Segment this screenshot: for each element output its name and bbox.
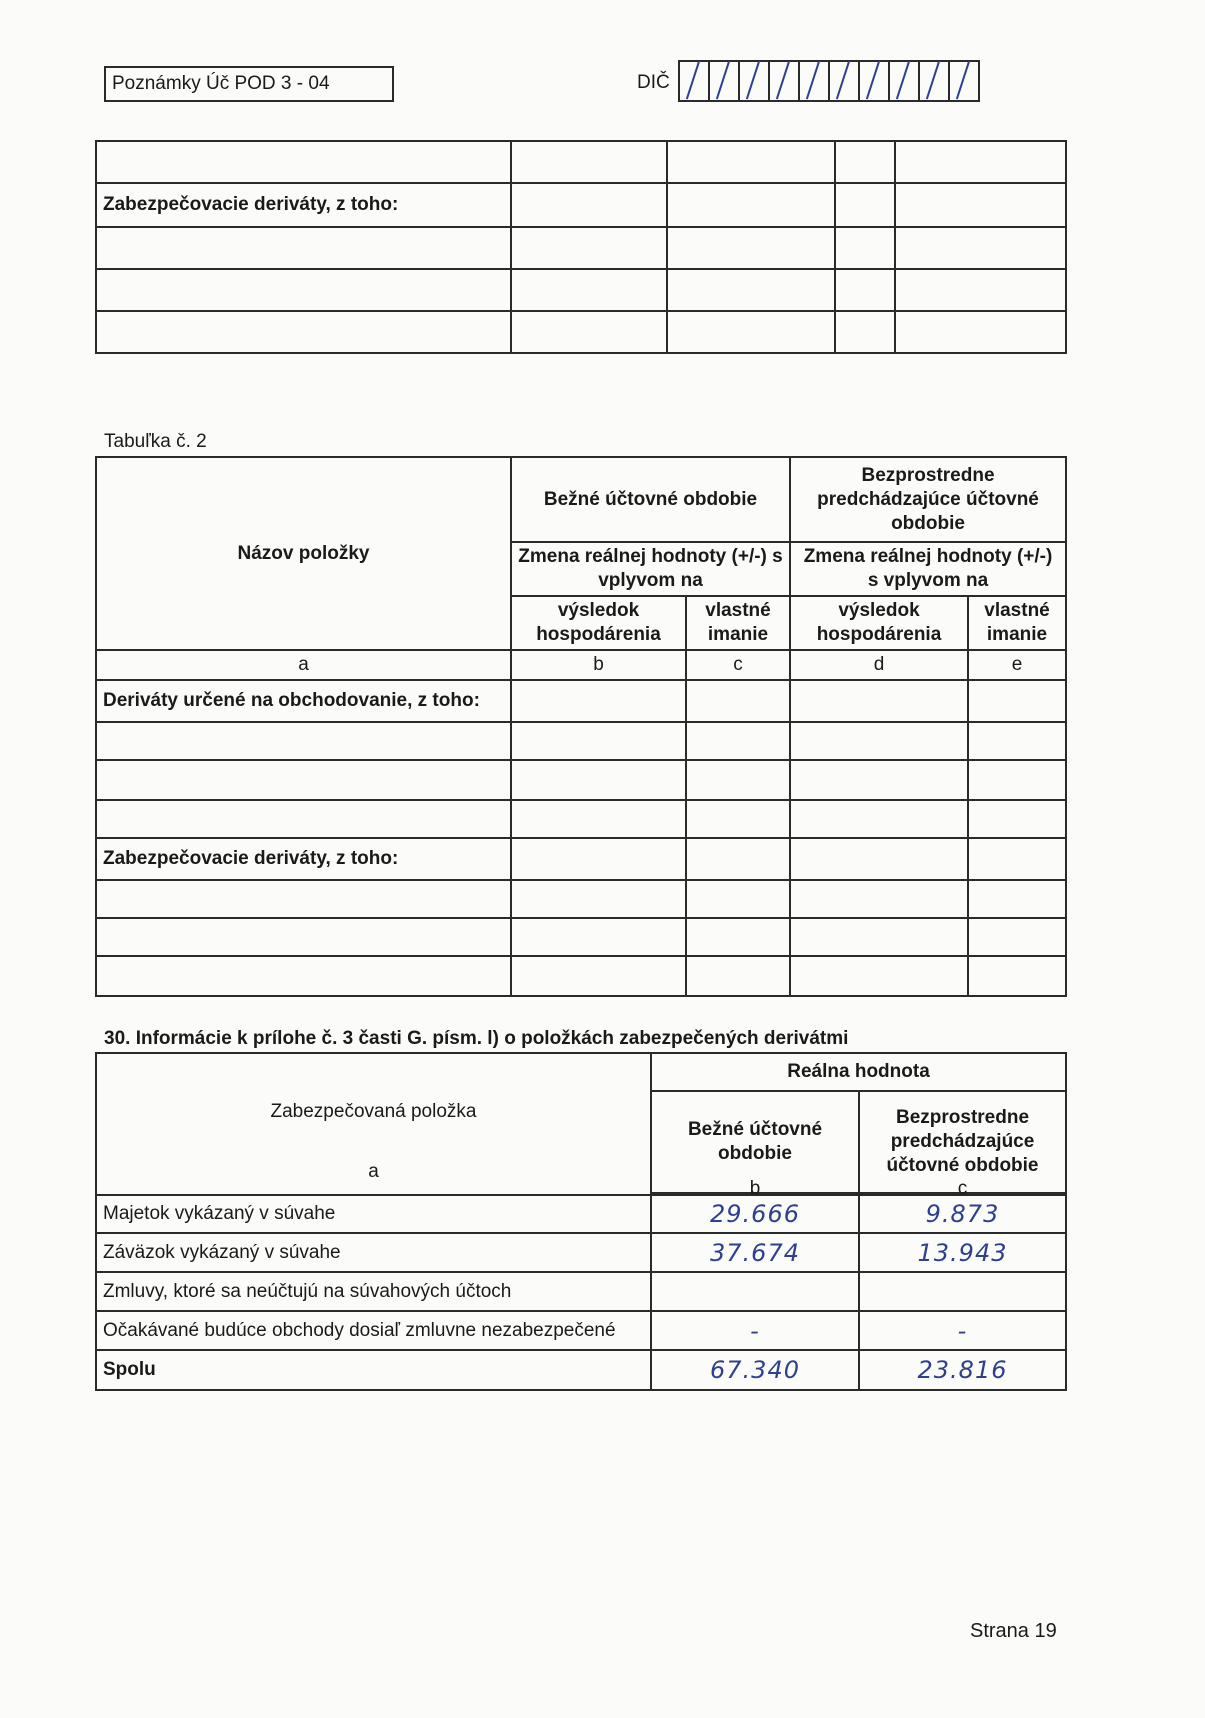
col-letter: b [749,1178,761,1199]
dic-label: DIČ [637,72,670,93]
handwritten-value[interactable] [859,1272,1066,1311]
table-1 [95,140,1067,354]
col-letter: c [686,650,790,680]
table2-vlastne-previous: vlastné imanie [968,596,1066,650]
form-id-box [104,66,394,102]
table-row-label: Očakávané budúce obchody dosiaľ zmluvne nezabezpečené [96,1311,651,1350]
handwritten-value[interactable] [651,1272,859,1311]
table2-change-current: Zmena reálnej hodnoty (+/-) s vplyvom na [511,542,790,596]
table2-row-hedging: Zabezpečovacie deriváty, z toho: [96,838,511,880]
table2-caption: Tabuľka č. 2 [104,431,207,452]
item-header-text: Zabezpečovaná položka [270,1101,477,1122]
dic-digit-box[interactable] [768,60,800,102]
table-3 [95,1052,1067,1391]
handwritten-value[interactable]: 9.873 [859,1195,1066,1233]
handwritten-value[interactable]: 13.943 [859,1233,1066,1272]
page-number: Strana 19 [970,1620,1057,1642]
col-letter: e [968,650,1066,680]
dic-digit-box[interactable] [708,60,740,102]
dic-digit-box[interactable] [798,60,830,102]
col-letter: c [957,1178,968,1199]
table3-item-header [96,1053,651,1195]
dic-digit-box[interactable] [678,60,710,102]
table2-vysledok-current: výsledok hospodárenia [511,596,686,650]
table2-row-trading: Deriváty určené na obchodovanie, z toho: [96,680,511,722]
dic-field[interactable] [680,60,980,100]
table2-change-previous: Zmena reálnej hodnoty (+/-) s vplyvom na [790,542,1066,596]
table2-vysledok-previous: výsledok hospodárenia [790,596,968,650]
dic-digit-box[interactable] [828,60,860,102]
handwritten-total[interactable]: 23.816 [859,1350,1066,1390]
table-row-label: Majetok vykázaný v súvahe [96,1195,651,1233]
col-letter: d [790,650,968,680]
handwritten-value[interactable]: 37.674 [651,1233,859,1272]
handwritten-value[interactable]: - [651,1311,859,1350]
handwritten-value[interactable]: 29.666 [651,1195,859,1233]
handwritten-total[interactable]: 67.340 [651,1350,859,1390]
dic-digit-box[interactable] [948,60,980,102]
col-letter: b [511,650,686,680]
dic-digit-box[interactable] [888,60,920,102]
table2-name-header: Názov položky [96,457,511,650]
dic-digit-box[interactable] [858,60,890,102]
table3-previous-period: Bezprostredne predchádzajúce účtovné obdobie [859,1091,1066,1193]
total-label: Spolu [96,1350,651,1390]
dic-digit-box[interactable] [738,60,770,102]
table3-real-value: Reálna hodnota [651,1053,1066,1091]
handwritten-value[interactable]: - [859,1311,1066,1350]
table2-vlastne-current: vlastné imanie [686,596,790,650]
col-letter: a [368,1161,379,1182]
table3-current-period: Bežné účtovné obdobie [651,1091,859,1193]
section-30-title: 30. Informácie k prílohe č. 3 časti G. písm. l) o položkách zabezpečených derivátmi [104,1028,849,1049]
table2-current-period: Bežné účtovné obdobie [511,457,790,542]
col-letter: a [96,650,511,680]
table-row-label: Zmluvy, ktoré sa neúčtujú na súvahových účtoch [96,1272,651,1311]
table2-previous-period: Bezprostredne predchádzajúce účtovné obdobie [790,457,1066,542]
form-id: Poznámky Úč POD 3 - 04 [112,73,330,94]
dic-digit-box[interactable] [918,60,950,102]
table-2 [95,456,1067,997]
table1-row-hedging: Zabezpečovacie deriváty, z toho: [96,183,511,227]
table-row-label: Záväzok vykázaný v súvahe [96,1233,651,1272]
